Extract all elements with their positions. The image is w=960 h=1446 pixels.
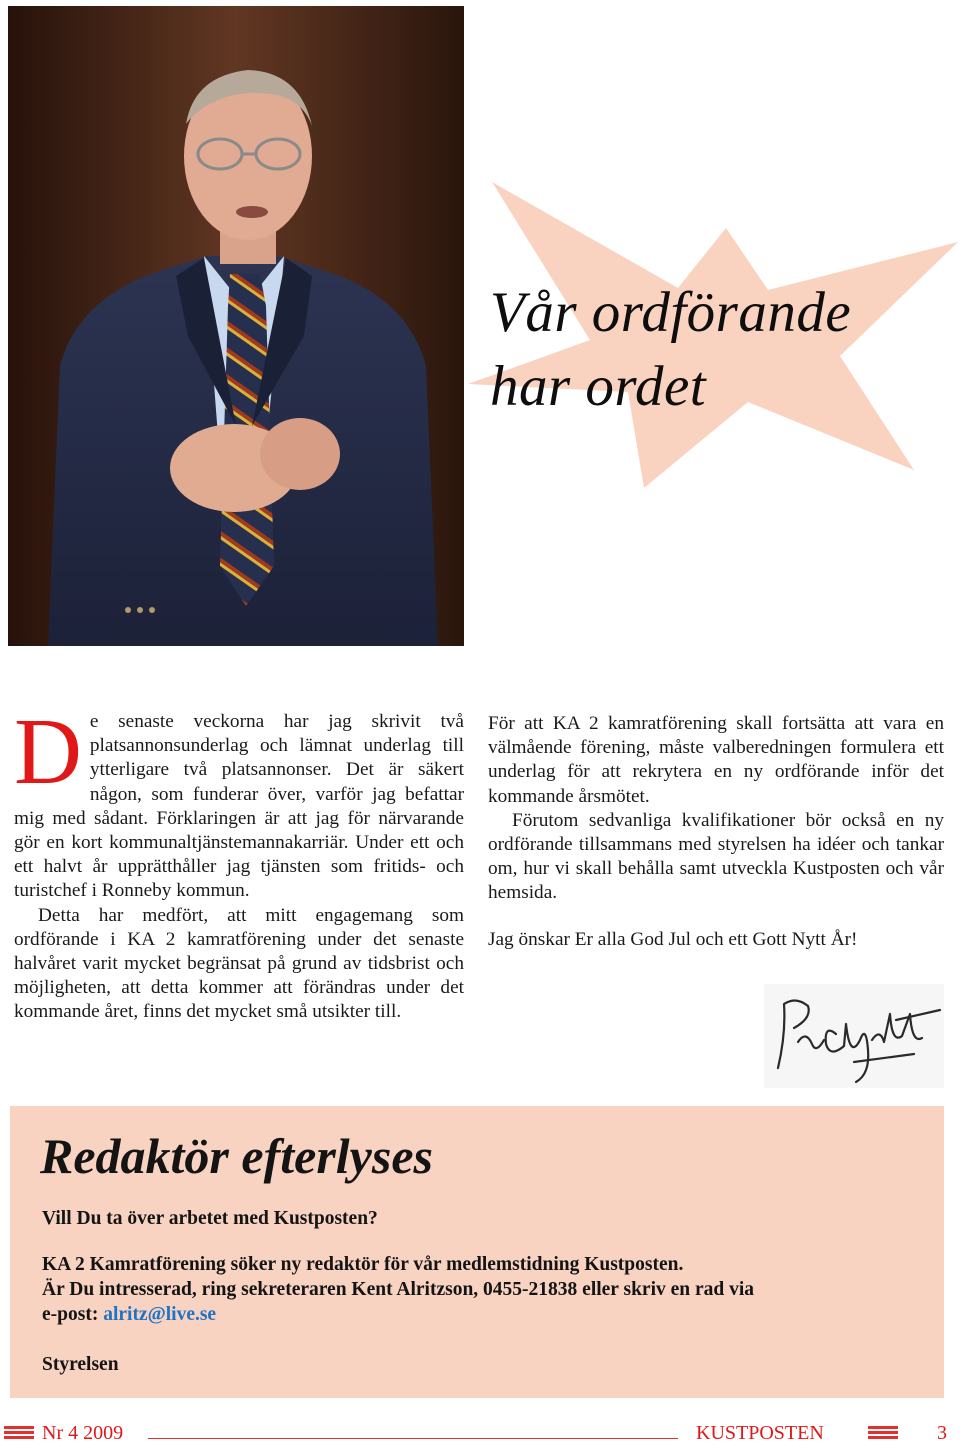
paragraph-4: Förutom sedvanliga kvalifikationer bör också en ny ordförande tillsammans med styrelsen ha idéer och tankar om, hur vi skall behålla samt utveckla Kustposten och vår hemsida. — [488, 809, 944, 904]
box-signoff: Styrelsen — [42, 1354, 119, 1375]
holiday-wish: Jag önskar Er alla God Jul och ett Gott Nytt År! — [488, 928, 858, 950]
paragraph-1 — [14, 700, 464, 904]
paragraph-2: Detta har medfört, att mitt engagemang som ordförande i KA 2 kamratförening under det senaste halvåret varit mycket begränsat på grund av tidsbrist och möjligheten, att detta kommer att förändras under det kommande året, finns det mycket små utsikter till. — [14, 904, 464, 1023]
article-heading — [490, 276, 950, 424]
handwritten-signature — [764, 984, 944, 1088]
heading-line-2: har ordet — [490, 355, 707, 418]
box-question: Vill Du ta över arbetet med Kustposten? — [42, 1208, 378, 1229]
paragraph-3: För att KA 2 kamratförening skall fortsätta att vara en välmående förening, måste valberedningen formulera ett underlag för att rekrytera en ny ordförande inför det kommande årsmötet. — [488, 713, 944, 807]
article-column-right — [488, 712, 944, 952]
page-number: 3 — [937, 1422, 947, 1444]
drop-cap: D — [14, 700, 82, 804]
footer-stripe-left — [4, 1426, 34, 1439]
email-link[interactable]: alritz@live.se — [103, 1304, 217, 1325]
footer-stripe-right — [868, 1426, 898, 1439]
page-footer — [0, 1412, 960, 1444]
issue-number: Nr 4 2009 — [42, 1422, 124, 1444]
email-prefix: e-post: — [42, 1304, 104, 1325]
paragraph-1-text: e senaste veckorna har jag skrivit två platsannonsunderlag och lämnat underlag till ytterligare två platsannonser. Det är säkert någon, som funderar över, varför jag befattar mig med sådant. Förklaringen är att jag för närvarande gör en kort kommunaltjänstemannakarriär. Under ett och ett halvt år upprätthåller jag tjänsten som fritids- och turistchef i Ronneby kommun. — [14, 711, 464, 902]
editor-wanted-box — [10, 1106, 944, 1398]
box-line-2: Är Du intresserad, ring sekreteraren Kent Alritzson, 0455-21838 eller skriv en rad via — [42, 1279, 755, 1300]
chairman-photo — [8, 6, 464, 646]
article-column-left — [14, 700, 464, 1025]
footer-rule — [148, 1438, 678, 1439]
box-line-1: KA 2 Kamratförening söker ny redaktör för vår medlemstidning Kustposten. — [42, 1254, 684, 1275]
heading-line-1: Vår ordförande — [490, 281, 852, 344]
box-title: Redaktör efterlyses — [40, 1128, 433, 1184]
publication-name: KUSTPOSTEN — [696, 1422, 824, 1444]
box-line-3 — [42, 1302, 216, 1327]
